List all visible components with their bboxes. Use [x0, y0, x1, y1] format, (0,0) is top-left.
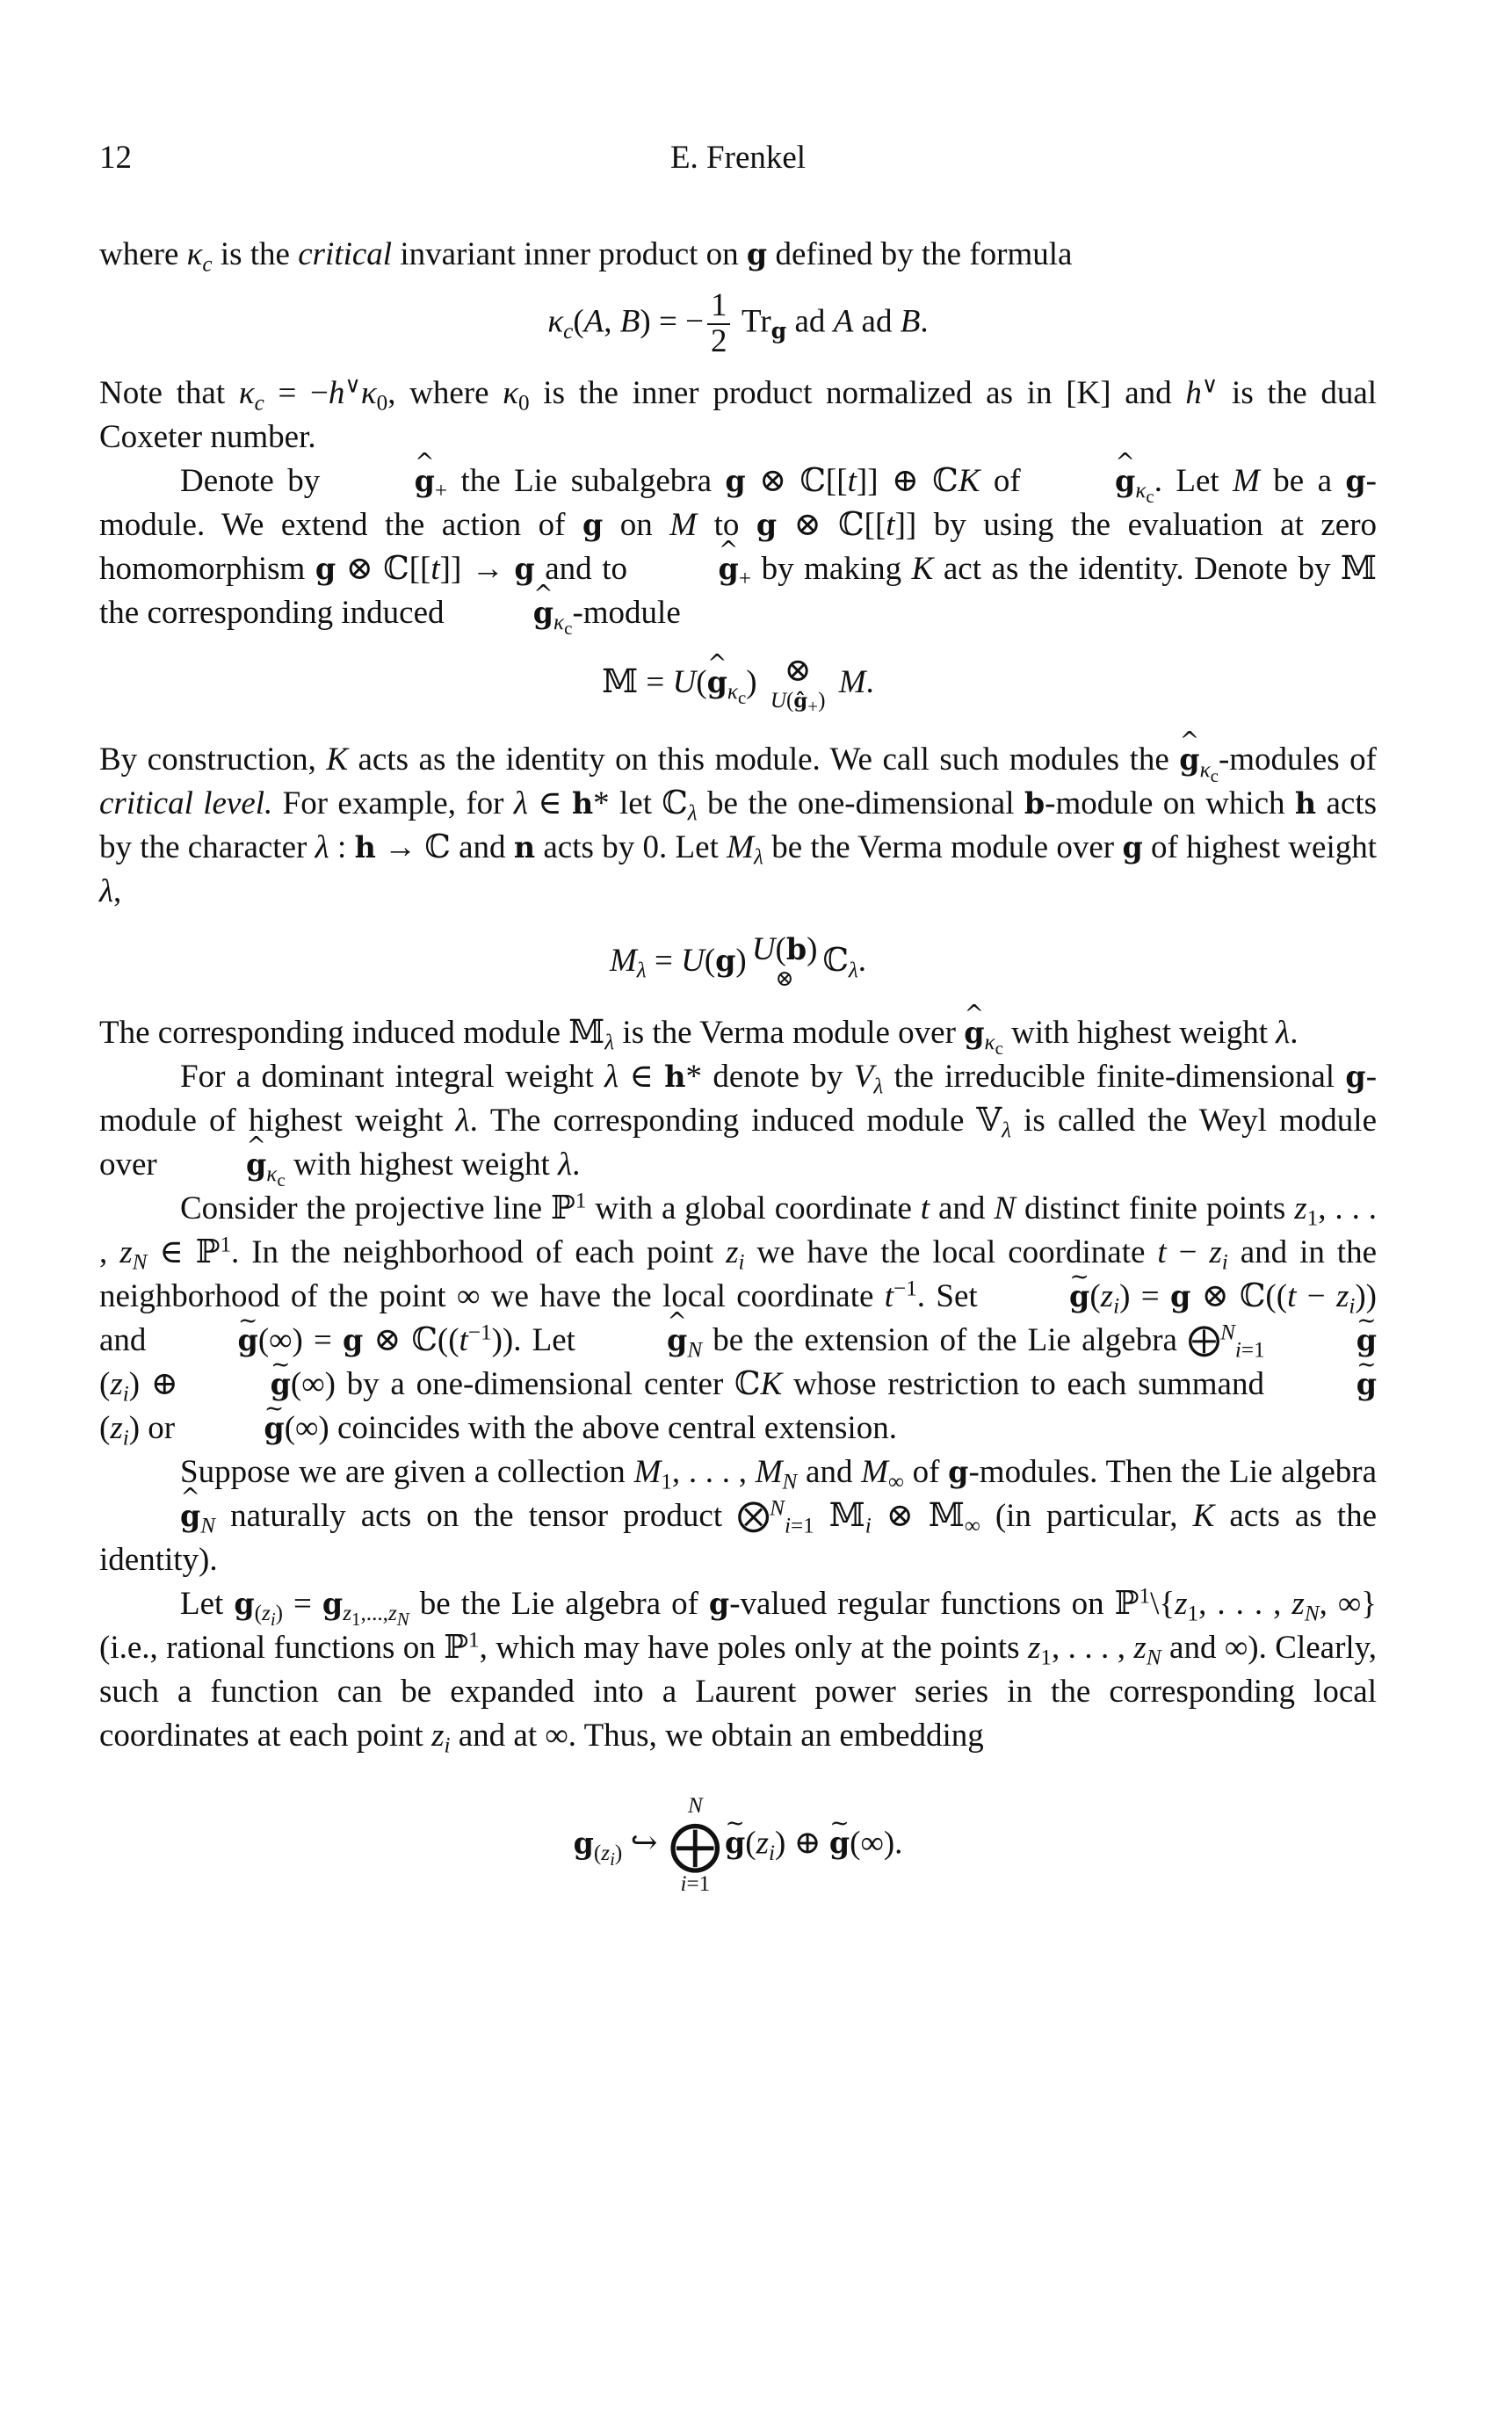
running-head-author: E. Frenkel	[669, 140, 807, 176]
equation-verma-module: $M_\lambda = U(g)$ U(b) ⊗ ℂ$_\lambda$.	[609, 931, 867, 992]
construction-paragraph: By construction, K acts as the identity on this module. We call such modules the ^ $g_{\kappa_c}$-modules of critical level. For example, for λ ∈ h* let ℂ$_\lambda$ be the one-dimensional b-module on which h acts by the character λ : h → ℂ and n acts by 0. Let $M_\lambda$ be the Verma module over g of highest weight λ,	[99, 738, 1377, 914]
regular-functions-paragraph: Let $g_{(z_i)} = g_{z_1,...,z_N}$ be the Lie algebra of g-valued regular functions on $ℙ^1\backslash\{z_1$, . . . , $z_N$, ∞} (i.e., rational functions on ℙ$^1$, which may have poles only at the points $z_1$, . . . , $z_N$ and ∞). Clearly, such a function can be expanded into a Laurent power series in the corresponding local coordinates at each point $z_i$ and at ∞. Thus, we obtain an embedding	[99, 1584, 1378, 1758]
body-text	[99, 233, 1377, 1898]
verma-paragraph: The corresponding induced module 𝕄$_\lambda$ is the Verma module over ^ $g_{\kappa_c}$ with highest weight λ.	[99, 1011, 1377, 1055]
running-header	[99, 139, 1377, 183]
intro-line: where $\kappa_c$ is the critical invariant inner product on g defined by the formula	[99, 236, 1073, 277]
equation-kappa: $\kappa_c(A$, B) = − $\frac{1}{2}$ $Tr_g$ ad A ad B.	[547, 287, 929, 359]
equation-induced-module: 𝕄 = U(^ $g_{\kappa_c}$) ⊗ $U(ĝ_+)$ M.	[99, 655, 1377, 720]
projective-paragraph: Consider the projective line ℙ$^1$ with a global coordinate t and N distinct finite points $z_1$, . . . , $z_N$ ∈ ℙ$^1$. In the neighborhood of each point $z_i$ we have the local coordinate $t - z_i$ and in the neighborhood of the point ∞ we have the local coordinate $t^{-1}$. Set ~ $g(z_i) = g$ ⊗ ℂ((t − $z_i$)) and ~ g(∞) = g ⊗ $ℂ((t^{-1}))$. Let ^ $g_N$ be the extension of the Lie algebra ⨁$^N_{i=1}$ ~ $g(z_i)$ ⊕ ~ g(∞) by a one-dimensional center ℂK whose restriction to each summand ~ $g(z_i)$ or ~ g(∞) coincides with the above central extension.	[99, 1187, 1377, 1450]
equation-embedding: $g_{(z_i)}$ ↪ N ⨁ i=1 ~ $g(z_i)$ ⊕ ~ g(∞).	[99, 1793, 1377, 1899]
note-paragraph: Note that $\kappa_c = -h^\vee\kappa_0$, where $\kappa_0$ is the inner product normalized as in [K] and h∨ is the dual Coxeter number.	[99, 373, 1378, 455]
page-number: 12	[99, 140, 132, 176]
collection-paragraph: Suppose we are given a collection $M_1$, . . . , $M_N$ and $M_\infty$ of g-modules. Then the Lie algebra ^ $g_N$ naturally acts on the tensor product ⨂$^N_{i=1}$ 𝕄$_i$ ⊗ 𝕄$_\infty$ (in particular, K acts as the identity).	[99, 1450, 1377, 1582]
denote-paragraph: Denote by ^ $g_+$ the Lie subalgebra g ⊗ ℂ[[t]] ⊕ ℂK of ^ $g_{\kappa_c}$. Let M be a g-module. We extend the action of g on M to g ⊗ ℂ[[t]] by using the evaluation at zero homomorphism g ⊗ ℂ[[t]] → g and to ^ $g_+$ by making K act as the identity. Denote by 𝕄 the corresponding induced ^ $g_{\kappa_c}$-module	[99, 459, 1377, 635]
weyl-paragraph: For a dominant integral weight λ ∈ h* denote by $V_\lambda$ the irreducible finite-dimensional g-module of highest weight λ. The corresponding induced module 𝕍$_\lambda$ is called the Weyl module over ^ $g_{\kappa_c}$ with highest weight λ.	[99, 1055, 1377, 1187]
